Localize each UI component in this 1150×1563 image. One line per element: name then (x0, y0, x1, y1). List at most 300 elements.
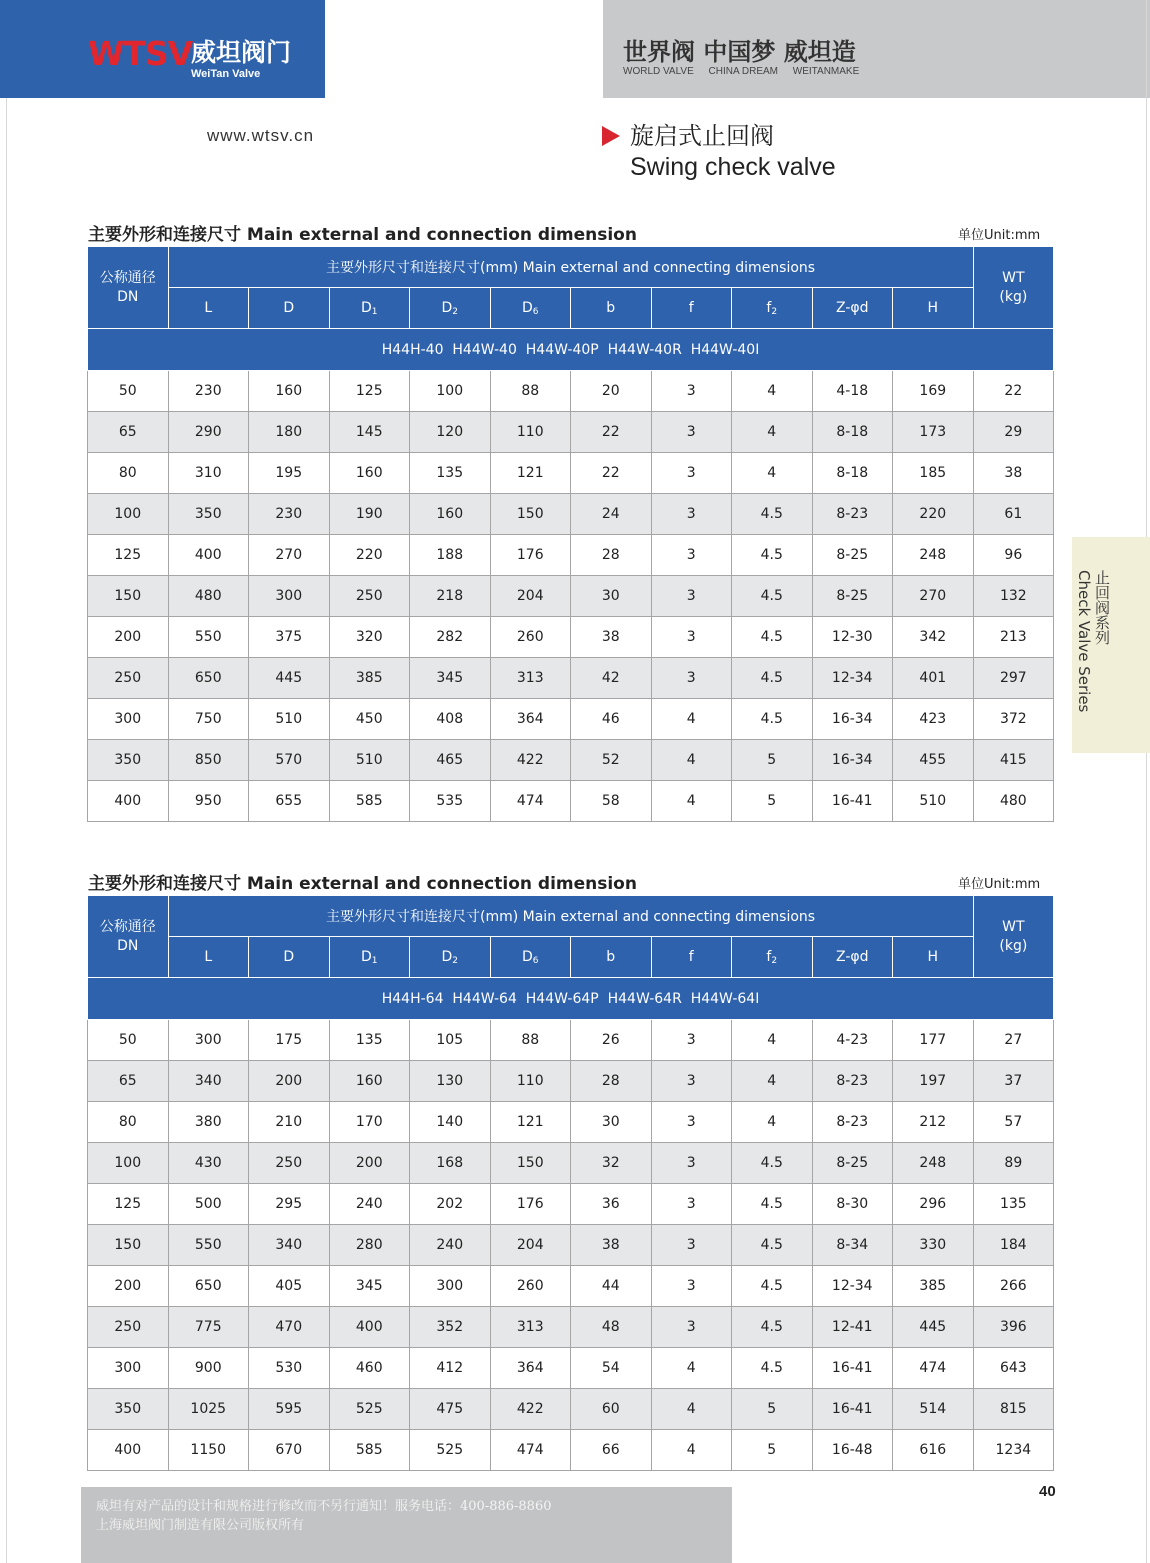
column-header (812, 937, 893, 978)
table-cell: 4.5 (732, 1348, 813, 1389)
table-cell: 89 (973, 1143, 1054, 1184)
table-cell: 650 (168, 658, 249, 699)
table-cell: 8-18 (812, 412, 893, 453)
table-cell: 4-18 (812, 371, 893, 412)
table-cell: 30 (571, 576, 652, 617)
table-row (88, 1020, 1054, 1061)
column-header (571, 288, 652, 329)
table-cell: 42 (571, 658, 652, 699)
table-cell: 400 (88, 1430, 169, 1471)
table-cell: 270 (249, 535, 330, 576)
column-header (410, 288, 491, 329)
table-cell: 110 (490, 1061, 571, 1102)
table-cell: 475 (410, 1389, 491, 1430)
section-title: 主要外形和连接尺寸 Main external and connection dimension (88, 225, 637, 245)
footer-copyright: 上海威坦阀门制造有限公司版权所有 (96, 1518, 305, 1533)
table-cell: 200 (329, 1143, 410, 1184)
table-cell: 415 (973, 740, 1054, 781)
table-cell: 28 (571, 535, 652, 576)
table-cell: 460 (329, 1348, 410, 1389)
table-cell: 190 (329, 494, 410, 535)
table-cell: 48 (571, 1307, 652, 1348)
table-cell: 4 (651, 1389, 732, 1430)
table-cell: 57 (973, 1102, 1054, 1143)
table-cell: 850 (168, 740, 249, 781)
table-cell: 120 (410, 412, 491, 453)
column-header (410, 937, 491, 978)
table-cell: 950 (168, 781, 249, 822)
table-cell: 88 (490, 371, 571, 412)
table-cell: 474 (893, 1348, 974, 1389)
table-cell: 150 (490, 494, 571, 535)
table-cell: 364 (490, 699, 571, 740)
table-cell: 4 (732, 453, 813, 494)
table-cell: 169 (893, 371, 974, 412)
column-header-label: D (283, 300, 295, 316)
table-cell: 400 (329, 1307, 410, 1348)
column-header-row (88, 937, 1054, 978)
table-cell: 510 (893, 781, 974, 822)
table-cell: 310 (168, 453, 249, 494)
table-cell: 510 (249, 699, 330, 740)
table-cell: 342 (893, 617, 974, 658)
table-cell: 66 (571, 1430, 652, 1471)
table-cell: 750 (168, 699, 249, 740)
table-cell: 412 (410, 1348, 491, 1389)
table-cell: 300 (249, 576, 330, 617)
table-cell: 4.5 (732, 576, 813, 617)
header-brand-panel (0, 0, 325, 98)
table-cell: 313 (490, 658, 571, 699)
column-header-label: Z-φd (835, 949, 869, 965)
column-header-label: D (441, 300, 453, 316)
table-cell: 50 (88, 1020, 169, 1061)
table-cell: 408 (410, 699, 491, 740)
table-cell: 430 (168, 1143, 249, 1184)
table-cell: 474 (490, 1430, 571, 1471)
table-cell: 37 (973, 1061, 1054, 1102)
table-cell: 514 (893, 1389, 974, 1430)
table-cell: 4.5 (732, 494, 813, 535)
table-cell: 44 (571, 1266, 652, 1307)
table-cell: 184 (973, 1225, 1054, 1266)
column-header-label: Z-φd (835, 300, 869, 316)
table-cell: 4.5 (732, 1266, 813, 1307)
table-row (88, 494, 1054, 535)
table-cell: 175 (249, 1020, 330, 1061)
table-cell: 65 (88, 1061, 169, 1102)
table-cell: 500 (168, 1184, 249, 1225)
table-cell: 100 (88, 494, 169, 535)
table-cell: 3 (651, 412, 732, 453)
table-cell: 132 (973, 576, 1054, 617)
table-cell: 352 (410, 1307, 491, 1348)
table-cell: 8-34 (812, 1225, 893, 1266)
table-cell: 27 (973, 1020, 1054, 1061)
table-cell: 3 (651, 1020, 732, 1061)
wt-header (973, 247, 1054, 329)
table-cell: 350 (88, 1389, 169, 1430)
column-header-label: D (283, 949, 295, 965)
header-slogan-panel (603, 0, 1150, 98)
column-header (812, 288, 893, 329)
wt-header-label: WT (1002, 918, 1025, 935)
table-cell: 595 (249, 1389, 330, 1430)
table-cell: 815 (973, 1389, 1054, 1430)
table-cell: 80 (88, 453, 169, 494)
table-cell: 16-34 (812, 699, 893, 740)
table-cell: 220 (893, 494, 974, 535)
table-cell: 4.5 (732, 1307, 813, 1348)
section-title: 主要外形和连接尺寸 Main external and connection dimension (88, 874, 637, 894)
table-cell: 1025 (168, 1389, 249, 1430)
column-header-label: f (688, 949, 694, 965)
table-cell: 422 (490, 1389, 571, 1430)
table-cell: 5 (732, 740, 813, 781)
table-cell: 643 (973, 1348, 1054, 1389)
column-header-label: D (521, 949, 533, 965)
column-header-label: D (360, 949, 372, 965)
page-number: 40 (1039, 1483, 1056, 1500)
table-cell: 775 (168, 1307, 249, 1348)
table-cell: 616 (893, 1430, 974, 1471)
table-cell: 300 (88, 1348, 169, 1389)
column-header-label: D (521, 300, 533, 316)
table-cell: 525 (329, 1389, 410, 1430)
table-cell: 400 (88, 781, 169, 822)
table-cell: 300 (168, 1020, 249, 1061)
table-cell: 4 (732, 1061, 813, 1102)
table-row (88, 453, 1054, 494)
table-cell: 296 (893, 1184, 974, 1225)
table-body (88, 371, 1054, 822)
table-cell: 16-41 (812, 1348, 893, 1389)
table-row (88, 1102, 1054, 1143)
table-cell: 88 (490, 1020, 571, 1061)
table-cell: 121 (490, 453, 571, 494)
model-list: H44H-40 H44W-40 H44W-40P H44W-40R H44W-40I (88, 329, 1054, 371)
table-cell: 250 (88, 1307, 169, 1348)
table-cell: 185 (893, 453, 974, 494)
table-cell: 3 (651, 1143, 732, 1184)
table-cell: 61 (973, 494, 1054, 535)
table-cell: 455 (893, 740, 974, 781)
table-cell: 125 (329, 371, 410, 412)
table-cell: 4 (732, 1020, 813, 1061)
table-cell: 218 (410, 576, 491, 617)
logo-wtsv: WTSV (88, 34, 193, 73)
column-header-subscript: 6 (532, 307, 539, 317)
table-cell: 5 (732, 781, 813, 822)
table-cell: 480 (168, 576, 249, 617)
table-cell: 22 (571, 453, 652, 494)
logo-english-name: WeiTan Valve (191, 68, 261, 80)
table-cell: 4 (651, 699, 732, 740)
table-row (88, 1143, 1054, 1184)
table-cell: 650 (168, 1266, 249, 1307)
table-cell: 8-18 (812, 453, 893, 494)
table-cell: 297 (973, 658, 1054, 699)
slogan-english (623, 66, 871, 77)
table-cell: 900 (168, 1348, 249, 1389)
table-cell: 670 (249, 1430, 330, 1471)
table-cell: 125 (88, 1184, 169, 1225)
column-header-label: L (204, 949, 213, 965)
table-cell: 195 (249, 453, 330, 494)
column-header-row (88, 288, 1054, 329)
column-header (490, 937, 571, 978)
table-cell: 450 (329, 699, 410, 740)
table-cell: 8-25 (812, 535, 893, 576)
table-cell: 145 (329, 412, 410, 453)
table-cell: 4 (651, 781, 732, 822)
table-cell: 345 (329, 1266, 410, 1307)
table-cell: 213 (973, 617, 1054, 658)
table-cell: 140 (410, 1102, 491, 1143)
table-cell: 135 (410, 453, 491, 494)
column-header-label: f (688, 300, 694, 316)
column-header-label: f (766, 949, 772, 965)
table-cell: 1234 (973, 1430, 1054, 1471)
table-body (88, 1020, 1054, 1471)
column-header (329, 937, 410, 978)
table-cell: 240 (410, 1225, 491, 1266)
table-row (88, 658, 1054, 699)
column-header-subscript: 2 (452, 956, 458, 966)
table-row (88, 1307, 1054, 1348)
column-header (571, 937, 652, 978)
table-cell: 168 (410, 1143, 491, 1184)
table-cell: 125 (88, 535, 169, 576)
table-cell: 385 (329, 658, 410, 699)
table-cell: 16-41 (812, 781, 893, 822)
table-row (88, 1389, 1054, 1430)
column-header-label: H (927, 300, 939, 316)
table-cell: 4 (651, 740, 732, 781)
dn-header (88, 896, 169, 978)
table-cell: 4 (651, 1430, 732, 1471)
table-cell: 250 (249, 1143, 330, 1184)
table-cell: 60 (571, 1389, 652, 1430)
table-cell: 5 (732, 1430, 813, 1471)
table-row (88, 1061, 1054, 1102)
table-cell: 204 (490, 1225, 571, 1266)
table-cell: 270 (893, 576, 974, 617)
table-cell: 188 (410, 535, 491, 576)
table-cell: 4.5 (732, 1143, 813, 1184)
table-cell: 480 (973, 781, 1054, 822)
slogan-en-part: CHINA DREAM (708, 66, 778, 77)
table-cell: 260 (490, 1266, 571, 1307)
table-cell: 22 (571, 412, 652, 453)
table-cell: 3 (651, 1184, 732, 1225)
table-cell: 3 (651, 658, 732, 699)
dimension-table-class40 (87, 246, 1054, 822)
table-cell: 3 (651, 535, 732, 576)
table-cell: 176 (490, 1184, 571, 1225)
table-cell: 445 (893, 1307, 974, 1348)
table-cell: 160 (249, 371, 330, 412)
table-cell: 204 (490, 576, 571, 617)
table-cell: 197 (893, 1061, 974, 1102)
table-cell: 320 (329, 617, 410, 658)
unit-label: 单位Unit:mm (958, 877, 1041, 892)
table-cell: 16-41 (812, 1389, 893, 1430)
column-header-label: b (606, 300, 616, 316)
column-header (893, 288, 974, 329)
column-header-label: L (204, 300, 213, 316)
table-row (88, 781, 1054, 822)
table-cell: 372 (973, 699, 1054, 740)
table-cell: 12-30 (812, 617, 893, 658)
model-list: H44H-64 H44W-64 H44W-64P H44W-64R H44W-64I (88, 978, 1054, 1020)
table-cell: 30 (571, 1102, 652, 1143)
column-header (249, 288, 330, 329)
table-cell: 248 (893, 535, 974, 576)
table-cell: 20 (571, 371, 652, 412)
column-header-label: D (441, 949, 453, 965)
table-cell: 4.5 (732, 535, 813, 576)
table-cell: 1150 (168, 1430, 249, 1471)
table-cell: 200 (88, 1266, 169, 1307)
table-cell: 3 (651, 1225, 732, 1266)
table-cell: 364 (490, 1348, 571, 1389)
logo-chinese-name: 威坦阀门 (191, 38, 292, 67)
table-cell: 160 (329, 453, 410, 494)
table-cell: 423 (893, 699, 974, 740)
table-cell: 550 (168, 1225, 249, 1266)
column-header-subscript: 1 (371, 956, 378, 966)
table-cell: 38 (571, 1225, 652, 1266)
product-title-english: Swing check valve (630, 153, 836, 181)
table-cell: 422 (490, 740, 571, 781)
table-cell: 230 (168, 371, 249, 412)
table-cell: 22 (973, 371, 1054, 412)
column-header (732, 288, 813, 329)
product-title-chinese: 旋启式止回阀 (630, 122, 774, 150)
side-category-cn: 止回阀系列 (1093, 570, 1111, 645)
table-cell: 16-34 (812, 740, 893, 781)
table-cell: 100 (88, 1143, 169, 1184)
dn-header-cn: 公称通径 (99, 269, 156, 286)
dn-header-en: DN (117, 937, 139, 954)
table-cell: 585 (329, 1430, 410, 1471)
table-cell: 3 (651, 453, 732, 494)
side-category-en: Check Valve Series (1075, 570, 1093, 713)
table-cell: 52 (571, 740, 652, 781)
table-cell: 80 (88, 1102, 169, 1143)
slogan-en-part: WORLD VALVE (623, 66, 694, 77)
column-header-subscript: 1 (371, 307, 378, 317)
column-header (490, 288, 571, 329)
table-cell: 250 (88, 658, 169, 699)
table-cell: 170 (329, 1102, 410, 1143)
column-header (329, 288, 410, 329)
table-cell: 4.5 (732, 1184, 813, 1225)
column-header (651, 937, 732, 978)
table-cell: 350 (168, 494, 249, 535)
table-cell: 350 (88, 740, 169, 781)
column-header-subscript: 2 (771, 307, 778, 317)
table-row (88, 1348, 1054, 1389)
website-url: www.wtsv.cn (207, 126, 315, 145)
table-cell: 4-23 (812, 1020, 893, 1061)
table-row (88, 1225, 1054, 1266)
table-cell: 54 (571, 1348, 652, 1389)
table-cell: 121 (490, 1102, 571, 1143)
table-cell: 38 (571, 617, 652, 658)
table-cell: 570 (249, 740, 330, 781)
side-category-label (1075, 570, 1111, 712)
page-border-left (6, 98, 7, 1563)
table-row (88, 535, 1054, 576)
slogan-en-part: WEITANMAKE (792, 66, 860, 77)
column-header-subscript: 2 (452, 307, 458, 317)
table-cell: 29 (973, 412, 1054, 453)
table-cell: 200 (88, 617, 169, 658)
table-cell: 4.5 (732, 1225, 813, 1266)
table-cell: 655 (249, 781, 330, 822)
dimension-table-class64 (87, 895, 1054, 1471)
table-cell: 16-48 (812, 1430, 893, 1471)
table-cell: 340 (168, 1061, 249, 1102)
table-cell: 58 (571, 781, 652, 822)
table-cell: 8-25 (812, 1143, 893, 1184)
table-cell: 470 (249, 1307, 330, 1348)
table-cell: 380 (168, 1102, 249, 1143)
table-cell: 400 (168, 535, 249, 576)
table-cell: 3 (651, 617, 732, 658)
table-row (88, 371, 1054, 412)
table-cell: 212 (893, 1102, 974, 1143)
table-cell: 202 (410, 1184, 491, 1225)
table-cell: 150 (88, 576, 169, 617)
column-header-label: f (766, 300, 772, 316)
column-header (168, 288, 249, 329)
table-cell: 4.5 (732, 617, 813, 658)
table-cell: 300 (88, 699, 169, 740)
table-cell: 50 (88, 371, 169, 412)
column-header (651, 288, 732, 329)
table-cell: 260 (490, 617, 571, 658)
table-cell: 8-30 (812, 1184, 893, 1225)
table-cell: 345 (410, 658, 491, 699)
table-cell: 8-23 (812, 494, 893, 535)
column-header-label: b (606, 949, 616, 965)
table-cell: 550 (168, 617, 249, 658)
table-cell: 96 (973, 535, 1054, 576)
table-cell: 12-34 (812, 658, 893, 699)
table-row (88, 617, 1054, 658)
table-cell: 280 (329, 1225, 410, 1266)
table-cell: 510 (329, 740, 410, 781)
column-header (168, 937, 249, 978)
table-row (88, 576, 1054, 617)
table-cell: 46 (571, 699, 652, 740)
table-cell: 160 (410, 494, 491, 535)
slogan-chinese: 世界阀 中国梦 威坦造 (623, 37, 856, 66)
table-cell: 8-23 (812, 1061, 893, 1102)
table-cell: 4.5 (732, 699, 813, 740)
wt-header (973, 896, 1054, 978)
group-header: 主要外形尺寸和连接尺寸(mm) Main external and connecting dimensions (168, 896, 973, 937)
table-cell: 26 (571, 1020, 652, 1061)
table-cell: 105 (410, 1020, 491, 1061)
table-cell: 385 (893, 1266, 974, 1307)
table-cell: 330 (893, 1225, 974, 1266)
table-cell: 12-41 (812, 1307, 893, 1348)
table-cell: 200 (249, 1061, 330, 1102)
